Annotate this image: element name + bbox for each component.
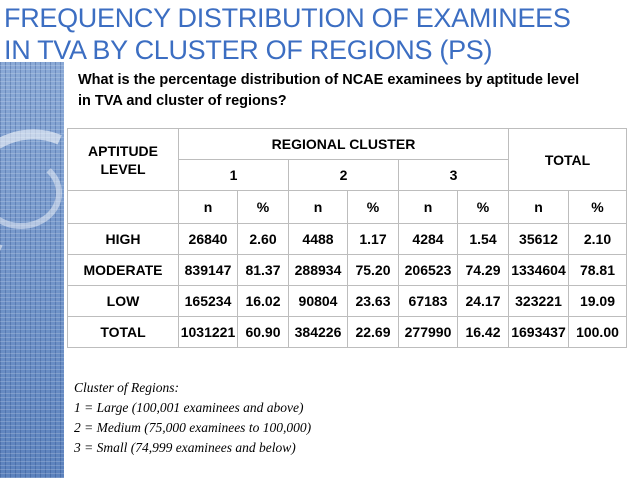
cell-value: 1031221 (179, 317, 238, 348)
cell-value: 277990 (399, 317, 458, 348)
note-item: 1 = Large (100,001 examinees and above) (74, 400, 304, 415)
cell-value: 22.69 (348, 317, 399, 348)
cell-value: 288934 (289, 255, 348, 286)
cell-value: 4284 (399, 224, 458, 255)
cell-value: 384226 (289, 317, 348, 348)
cell-value: 23.63 (348, 286, 399, 317)
cell-value: 26840 (179, 224, 238, 255)
subheader-pct: % (458, 191, 509, 224)
total-header: TOTAL (509, 129, 627, 191)
cell-value: 4488 (289, 224, 348, 255)
header-row-1 (68, 129, 627, 160)
cell-value: 81.37 (238, 255, 289, 286)
note-item: 3 = Small (74,999 examinees and below) (74, 440, 296, 455)
cell-value: 323221 (509, 286, 569, 317)
title-line-1: FREQUENCY DISTRIBUTION OF EXAMINEES (4, 3, 571, 33)
table-row (68, 317, 627, 348)
cluster-2-header: 2 (289, 160, 399, 191)
cell-value: 839147 (179, 255, 238, 286)
subheader-pct: % (569, 191, 627, 224)
note-item: 2 = Medium (75,000 examinees to 100,000) (74, 420, 312, 435)
cell-value: 1.17 (348, 224, 399, 255)
table-row (68, 224, 627, 255)
cell-value: 78.81 (569, 255, 627, 286)
question-text (78, 70, 634, 112)
frequency-table (67, 128, 627, 348)
cell-value: 67183 (399, 286, 458, 317)
row-label: HIGH (68, 224, 179, 255)
subheader-n: n (289, 191, 348, 224)
cell-value: 1693437 (509, 317, 569, 348)
subheader-n: n (399, 191, 458, 224)
cell-value: 100.00 (569, 317, 627, 348)
subheader-pct: % (238, 191, 289, 224)
aptitude-level-header: APTITUDE LEVEL (68, 129, 179, 191)
cell-value: 1.54 (458, 224, 509, 255)
cell-value: 90804 (289, 286, 348, 317)
notes-heading: Cluster of Regions: (74, 380, 179, 395)
subheader-pct: % (348, 191, 399, 224)
cluster-3-header: 3 (399, 160, 509, 191)
row-label: LOW (68, 286, 179, 317)
decorative-side-band (0, 62, 64, 478)
regional-cluster-header: REGIONAL CLUSTER (179, 129, 509, 160)
cell-value: 2.10 (569, 224, 627, 255)
cluster-1-header: 1 (179, 160, 289, 191)
row-label: MODERATE (68, 255, 179, 286)
cell-value: 165234 (179, 286, 238, 317)
cell-value: 75.20 (348, 255, 399, 286)
cell-value: 60.90 (238, 317, 289, 348)
subheader-n: n (179, 191, 238, 224)
cluster-notes (74, 378, 311, 458)
table-row (68, 255, 627, 286)
cell-value: 2.60 (238, 224, 289, 255)
question-line-1: What is the percentage distribution of NCAE examinees by aptitude level (78, 72, 580, 88)
slide-title (4, 2, 634, 66)
row-label: TOTAL (68, 317, 179, 348)
cell-value: 74.29 (458, 255, 509, 286)
table-row (68, 286, 627, 317)
cell-value: 35612 (509, 224, 569, 255)
subheader-blank (68, 191, 179, 224)
title-line-2: IN TVA BY CLUSTER OF REGIONS (PS) (4, 35, 493, 65)
question-line-2: in TVA and cluster of regions? (78, 93, 287, 109)
cell-value: 16.02 (238, 286, 289, 317)
cell-value: 206523 (399, 255, 458, 286)
subheader-n: n (509, 191, 569, 224)
cell-value: 24.17 (458, 286, 509, 317)
cell-value: 16.42 (458, 317, 509, 348)
subheader-row (68, 191, 627, 224)
cell-value: 19.09 (569, 286, 627, 317)
cell-value: 1334604 (509, 255, 569, 286)
